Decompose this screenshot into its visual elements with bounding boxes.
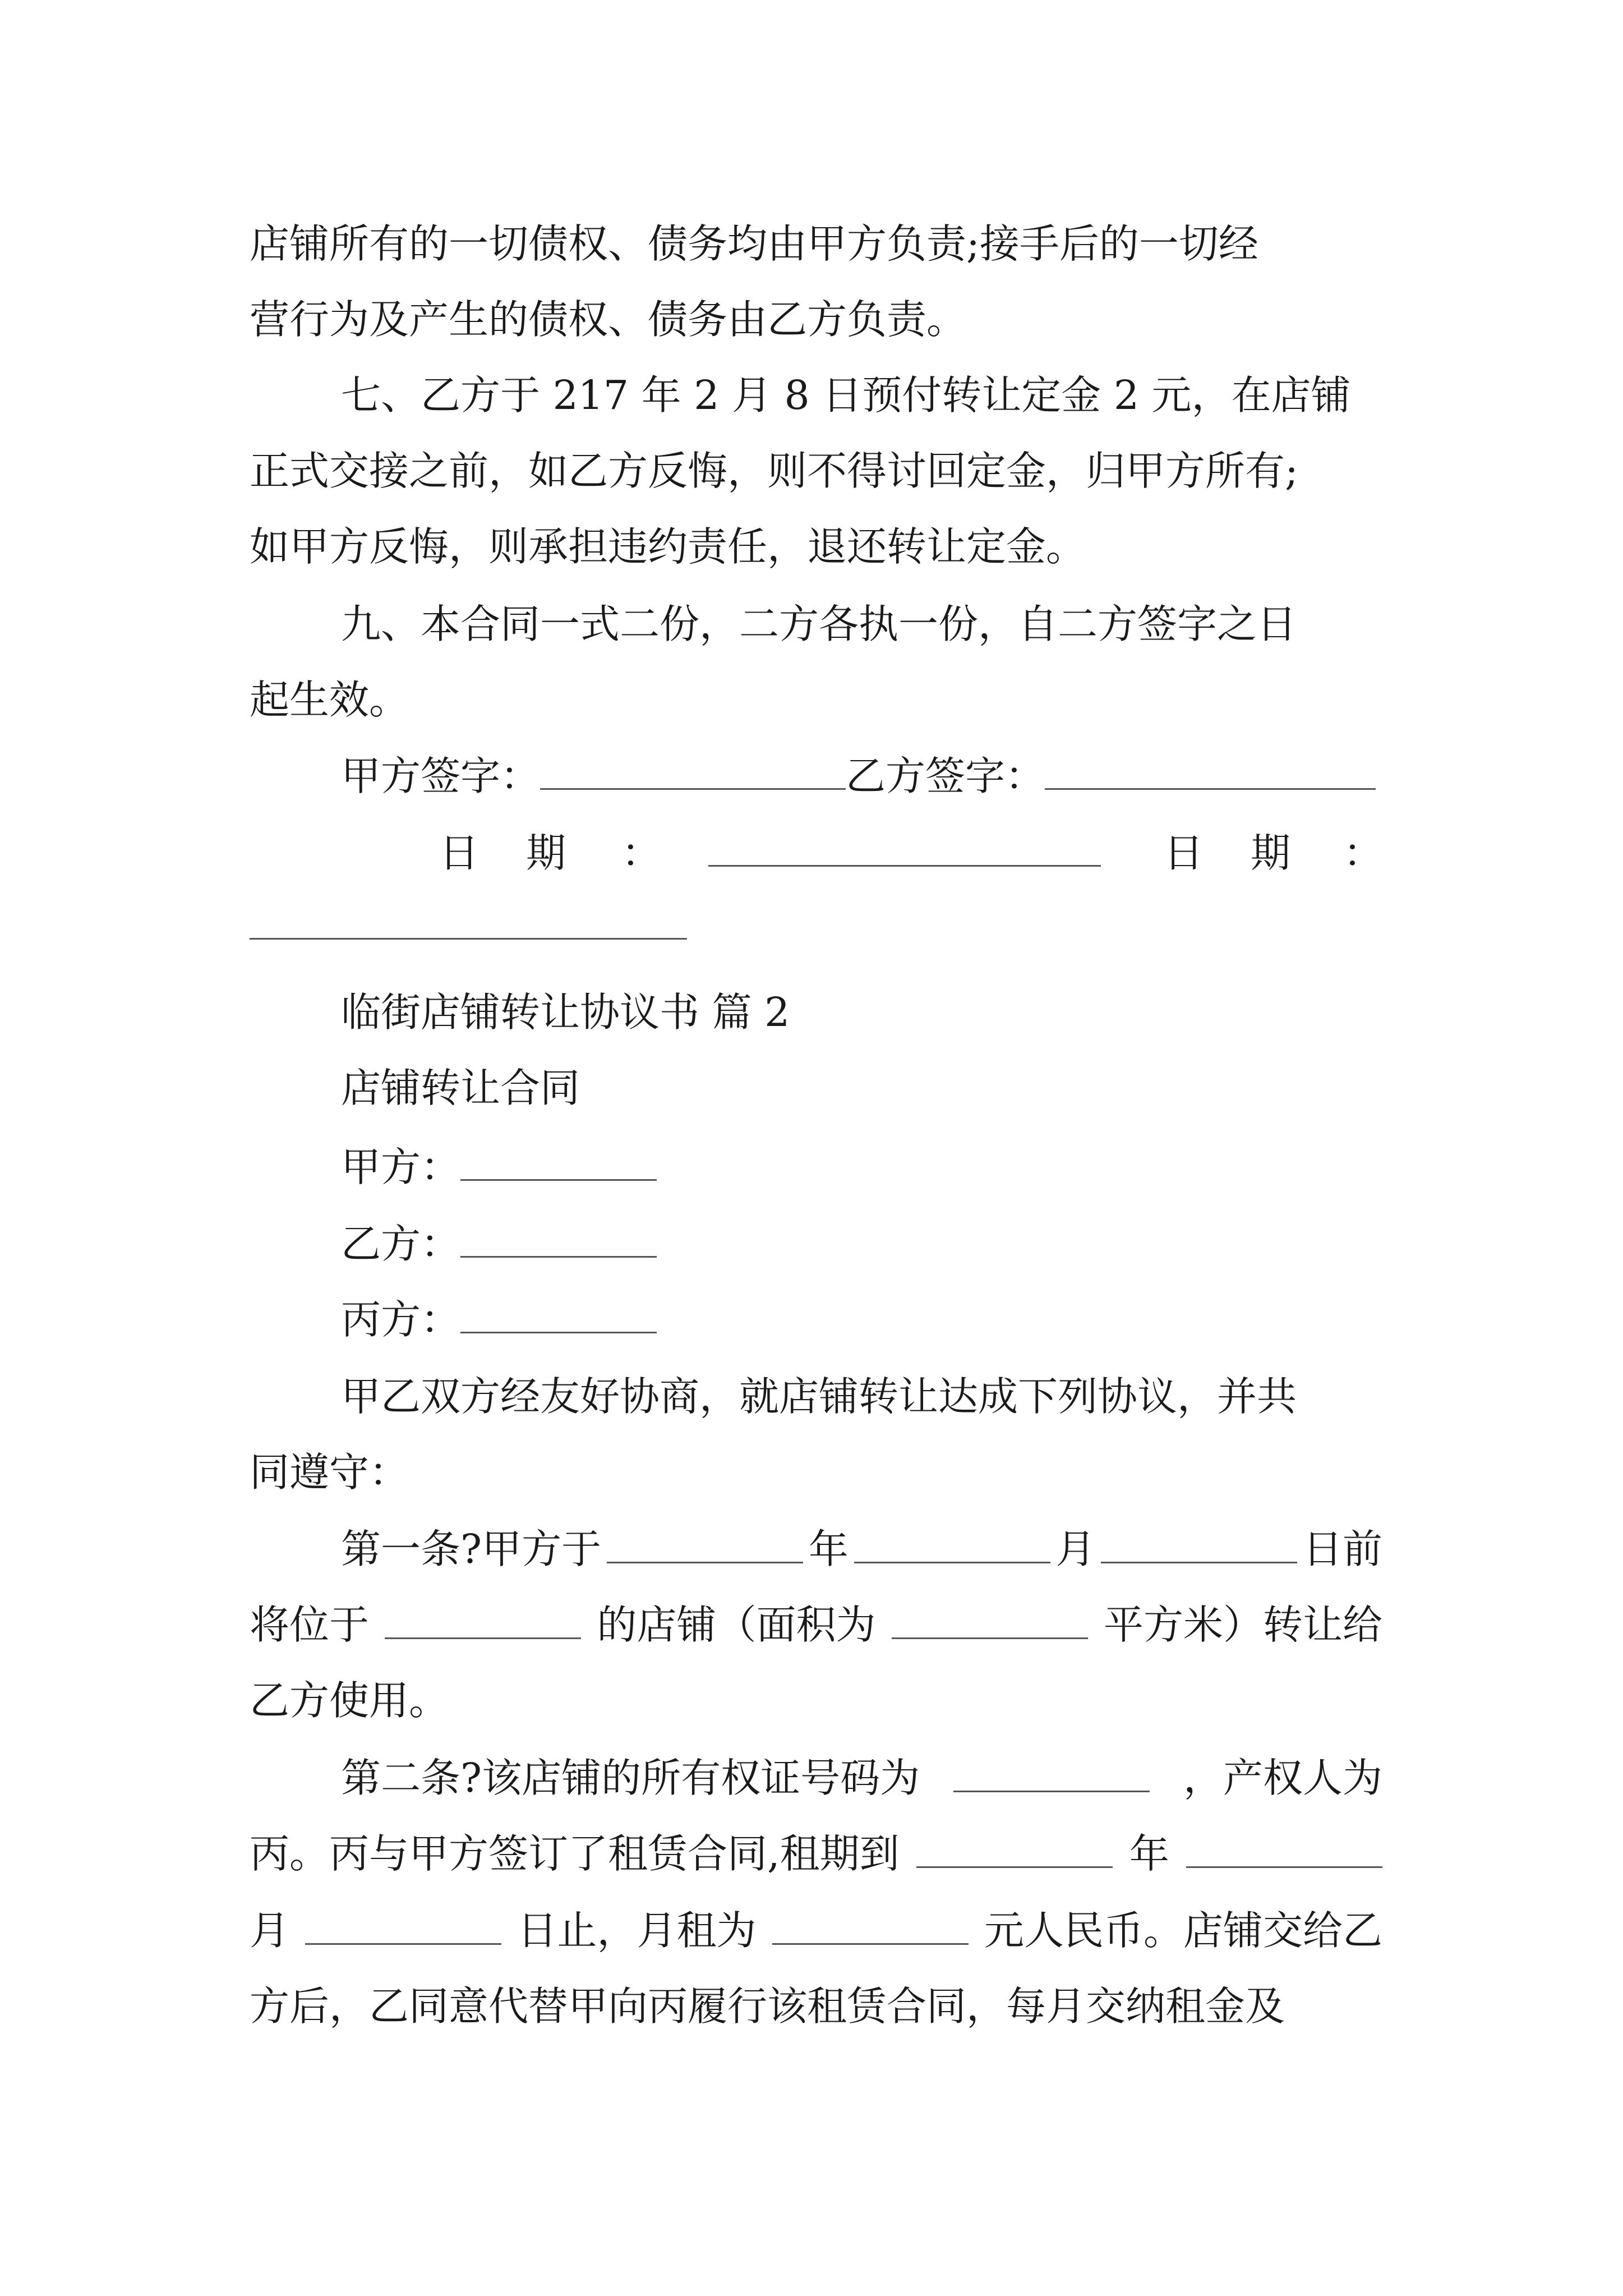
paragraph-line: 营行为及产生的债权、债务由乙方负责。: [250, 296, 967, 343]
party-a-blank: [460, 1139, 657, 1181]
article-2-line: 方后，乙同意代替甲向丙履行该租赁合同，每月交纳租金及: [250, 1983, 1285, 2030]
article-1-line: [250, 1597, 1382, 1653]
paragraph-line: 店铺所有的一切债权、债务均由甲方负责;接手后的一切经: [250, 220, 1258, 267]
article-1-text: 年: [808, 1526, 849, 1572]
day-blank: [1101, 1521, 1297, 1563]
contract-title: 店铺转让合同: [341, 1065, 580, 1111]
article-1-line: 乙方使用。: [250, 1677, 449, 1724]
party-a-label: 甲方：: [341, 1144, 461, 1190]
party-a-sign-blank: [540, 748, 846, 790]
clause-7-line: 如甲方反悔，则承担违约责任，退还转让定金。: [250, 523, 1086, 570]
party-b-sign-label: 乙方签字：: [846, 753, 1045, 799]
date-a-blank: [708, 825, 1101, 867]
party-b-label: 乙方：: [341, 1221, 461, 1267]
party-a-sign-label: 甲方签字：: [341, 753, 541, 799]
article-2-text: 元人民币。店铺交给乙: [984, 1907, 1382, 1954]
date-a-char: 日: [439, 830, 479, 876]
date-b-colon: ：: [1343, 830, 1384, 876]
clause-9-line: 九、本合同一式二份，二方各执一份，自二方签字之日: [341, 601, 1297, 647]
lease-day-blank: [305, 1903, 501, 1945]
article-1-text: 平方米）转让给: [1103, 1602, 1382, 1648]
date-b-char: 日: [1164, 830, 1204, 876]
date-continuation-line: [250, 898, 1382, 954]
clause-9-line: 起生效。: [250, 677, 409, 723]
rent-blank: [772, 1903, 969, 1945]
clause-7-line: 七、乙方于 217 年 2 月 8 日预付转让定金 2 元，在店铺: [341, 372, 1351, 418]
section-heading: 临街店铺转让协议书 篇 2: [341, 989, 790, 1036]
signature-line: [341, 748, 1382, 804]
intro-line: 甲乙双方经友好协商，就店铺转让达成下列协议，并共: [341, 1373, 1297, 1420]
lease-year-blank: [916, 1826, 1113, 1868]
clause-7-line: 正式交接之前，如乙方反悔，则不得讨回定金，归甲方所有;: [250, 448, 1298, 494]
article-1-text: 日前: [1302, 1526, 1382, 1572]
location-blank: [385, 1597, 581, 1639]
article-1-text: 月: [1055, 1526, 1096, 1572]
party-a-line: [341, 1139, 1382, 1195]
article-1-text: 第一条?甲方于: [341, 1526, 602, 1572]
year-blank: [607, 1521, 803, 1563]
article-1-text: 将位于: [250, 1602, 370, 1648]
article-2-text: 月: [250, 1907, 290, 1954]
article-1-line: [341, 1521, 1382, 1577]
date-b-blank: [250, 898, 687, 940]
date-b-char: 期: [1251, 830, 1291, 876]
date-line: [341, 825, 1382, 881]
article-2-text: 年: [1129, 1830, 1169, 1877]
intro-line: 同遵守：: [250, 1449, 409, 1496]
article-2-line: [250, 1826, 1382, 1882]
party-c-blank: [460, 1291, 657, 1333]
article-2-text: 丙。丙与甲方签订了租赁合同,租期到: [250, 1830, 900, 1877]
article-2-text: ，产权人为: [1183, 1755, 1382, 1801]
date-a-colon: ：: [621, 830, 662, 876]
party-c-line: [341, 1291, 1382, 1347]
party-b-blank: [460, 1216, 657, 1258]
month-blank: [854, 1521, 1050, 1563]
lease-month-blank: [1186, 1826, 1382, 1868]
date-a-char: 期: [526, 830, 566, 876]
party-b-sign-blank: [1045, 748, 1376, 790]
party-b-line: [341, 1216, 1382, 1272]
article-2-line: [250, 1903, 1382, 1959]
article-1-text: 的店铺（面积为: [597, 1602, 876, 1648]
party-c-label: 丙方：: [341, 1296, 461, 1343]
article-2-line: [341, 1750, 1382, 1806]
article-2-text: 日止，月租为: [517, 1907, 757, 1954]
certificate-blank: [953, 1750, 1150, 1792]
article-2-text: 第二条?该店铺的所有权证号码为: [341, 1755, 920, 1801]
area-blank: [892, 1597, 1088, 1639]
